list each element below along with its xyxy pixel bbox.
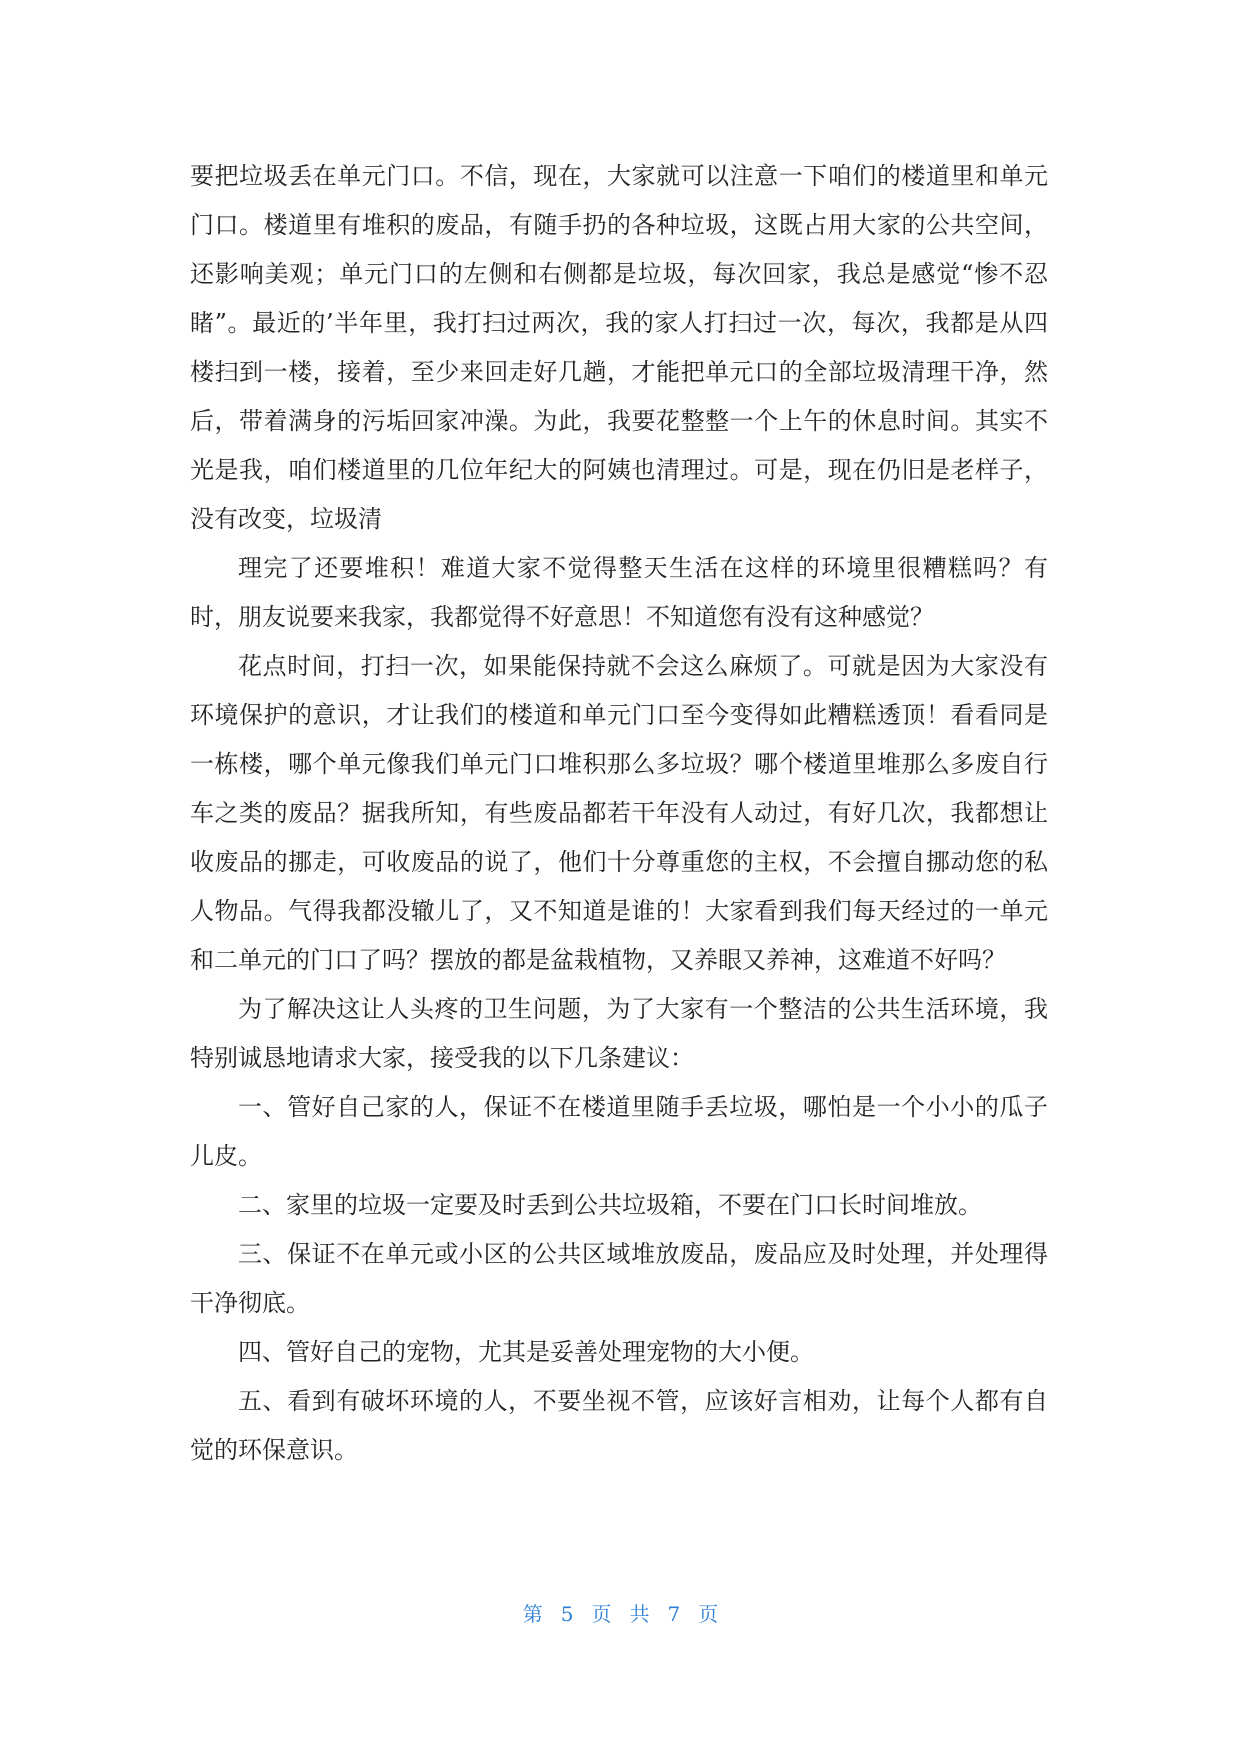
paragraph-3: 花点时间，打扫一次，如果能保持就不会这么麻烦了。可就是因为大家没有环境保护的意识，才让我们的楼道和单元门口至今变得如此糟糕透顶！看看同是一栋楼，哪个单元像我们单元门口堆积那么多垃圾？哪个楼道里堆那么多废自行车之类的废品？据我所知，有些废品都若干年没有人动过，有好几次，我都想让收废品的挪走，可收废品的说了，他们十分尊重您的主权，不会擅自挪动您的私人物品。气得我都没辙儿了，又不知道是谁的！大家看到我们每天经过的一单元和二单元的门口了吗？摆放的都是盆栽植物，又养眼又养神，这难道不好吗？ bbox=[190, 652, 1048, 974]
footer-total-pages: 7 bbox=[667, 1602, 681, 1626]
footer-prefix: 第 bbox=[522, 1602, 543, 1626]
page-footer bbox=[0, 1598, 1241, 1627]
paragraph-2: 理完了还要堆积！难道大家不觉得整天生活在这样的环境里很糟糕吗？有时，朋友说要来我家，我都觉得不好意思！不知道您有没有这种感觉？ bbox=[190, 554, 1048, 631]
suggestion-4: 四、管好自己的宠物，尤其是妥善处理宠物的大小便。 bbox=[238, 1338, 814, 1366]
document-body bbox=[190, 152, 1048, 1475]
suggestion-3: 三、保证不在单元或小区的公共区域堆放废品，废品应及时处理，并处理得干净彻底。 bbox=[190, 1240, 1048, 1317]
paragraph-4: 为了解决这让人头疼的卫生问题，为了大家有一个整洁的公共生活环境，我特别诚恳地请求大家，接受我的以下几条建议： bbox=[190, 995, 1048, 1072]
footer-current-page: 5 bbox=[560, 1602, 574, 1626]
paragraph-1: 要把垃圾丢在单元门口。不信，现在，大家就可以注意一下咱们的楼道里和单元门口。楼道里有堆积的废品，有随手扔的各种垃圾，这既占用大家的公共空间，还影响美观；单元门口的左侧和右侧都是垃圾，每次回家，我总是感觉“惨不忍睹”。最近的’半年里，我打扫过两次，我的家人打扫过一次，每次，我都是从四楼扫到一楼，接着，至少来回走好几趟，才能把单元口的全部垃圾清理干净，然后，带着满身的污垢回家冲澡。为此，我要花整整一个上午的休息时间。其实不光是我，咱们楼道里的几位年纪大的阿姨也清理过。可是，现在仍旧是老样子，没有改变，垃圾清 bbox=[190, 162, 1048, 533]
suggestion-2: 二、家里的垃圾一定要及时丢到公共垃圾箱，不要在门口长时间堆放。 bbox=[238, 1191, 982, 1219]
suggestion-1: 一、管好自己家的人，保证不在楼道里随手丢垃圾，哪怕是一个小小的瓜子儿皮。 bbox=[190, 1093, 1048, 1170]
footer-mid: 页共 bbox=[591, 1602, 668, 1626]
suggestion-5: 五、看到有破坏环境的人，不要坐视不管，应该好言相劝，让每个人都有自觉的环保意识。 bbox=[190, 1387, 1048, 1464]
footer-suffix: 页 bbox=[698, 1602, 719, 1626]
